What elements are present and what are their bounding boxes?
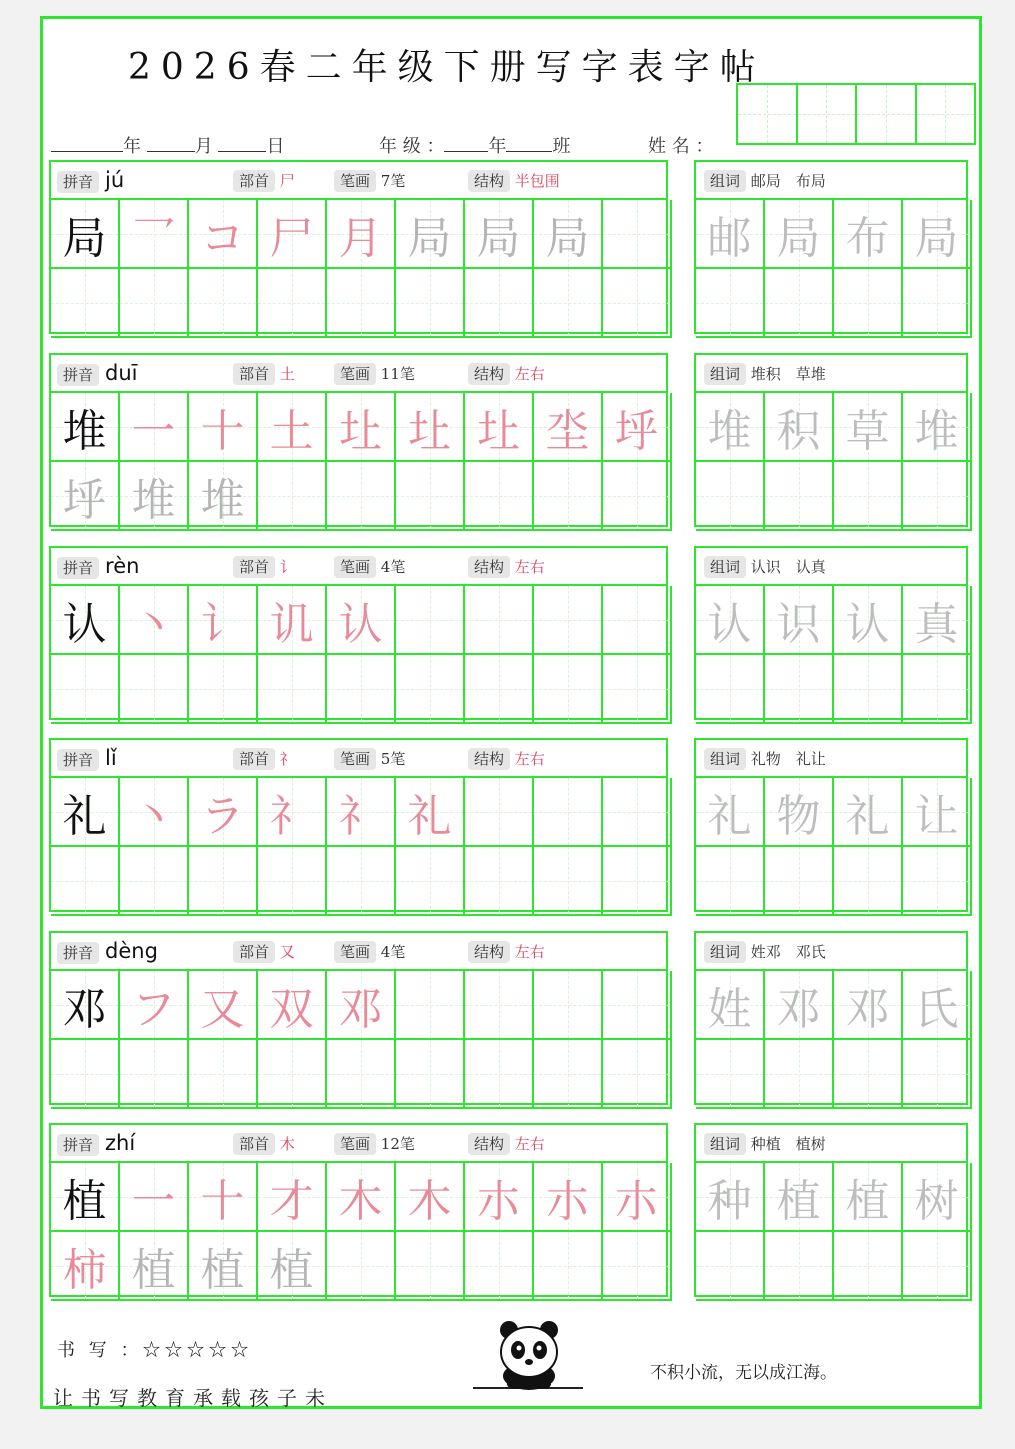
practice-cell[interactable]: 一: [120, 1163, 189, 1232]
practice-cell[interactable]: [534, 778, 603, 847]
words-field: 组词 堆积 草堆: [704, 363, 826, 384]
practice-cell[interactable]: 圵: [465, 393, 534, 462]
practice-cell[interactable]: 木: [327, 1163, 396, 1232]
practice-cell[interactable]: 礻: [258, 778, 327, 847]
word-cell[interactable]: [903, 655, 972, 724]
practice-cell[interactable]: 木: [396, 1163, 465, 1232]
practice-cell[interactable]: [603, 847, 672, 916]
model-char[interactable]: 植: [51, 1163, 120, 1232]
practice-cell[interactable]: 圵: [396, 393, 465, 462]
radical-field: 部首 又: [233, 941, 295, 962]
word-cell[interactable]: 物: [765, 778, 834, 847]
practice-cell[interactable]: 垀: [51, 462, 120, 531]
practice-cell[interactable]: [603, 1232, 672, 1301]
practice-cell[interactable]: [120, 269, 189, 338]
practice-cell[interactable]: [189, 269, 258, 338]
pinyin-field: 拼音 jú: [57, 168, 124, 192]
practice-cell[interactable]: 局: [396, 200, 465, 269]
char-block-3: [49, 738, 668, 912]
word-cell[interactable]: 让: [903, 778, 972, 847]
word-cell[interactable]: 植: [765, 1163, 834, 1232]
practice-cell[interactable]: 柿: [51, 1232, 120, 1301]
word-cell[interactable]: 识: [765, 586, 834, 655]
worksheet-page: [40, 16, 982, 1409]
word-cell[interactable]: 局: [765, 200, 834, 269]
word-cell[interactable]: [834, 1232, 903, 1301]
structure-field: 结构 左右: [468, 556, 545, 577]
word-cell[interactable]: 堆: [696, 393, 765, 462]
word-cell[interactable]: [765, 462, 834, 531]
practice-cell[interactable]: [465, 462, 534, 531]
model-char[interactable]: 堆: [51, 393, 120, 462]
word-cell[interactable]: 姓: [696, 971, 765, 1040]
pinyin-field: 拼音 lǐ: [57, 746, 117, 770]
practice-cell[interactable]: [396, 655, 465, 724]
practice-cell[interactable]: 乛: [120, 200, 189, 269]
practice-cell[interactable]: 丶: [120, 586, 189, 655]
practice-cell[interactable]: [396, 462, 465, 531]
practice-cell[interactable]: [258, 269, 327, 338]
practice-cell[interactable]: [534, 847, 603, 916]
practice-cell[interactable]: [396, 1040, 465, 1109]
practice-cell[interactable]: 礻: [327, 778, 396, 847]
practice-cell[interactable]: [534, 1040, 603, 1109]
practice-cell[interactable]: 植: [258, 1232, 327, 1301]
word-cell[interactable]: 局: [903, 200, 972, 269]
pinyin-field: 拼音 duī: [57, 361, 138, 385]
word-cell[interactable]: [696, 1040, 765, 1109]
practice-cell[interactable]: [465, 655, 534, 724]
practice-cell[interactable]: [189, 847, 258, 916]
word-cell[interactable]: 认: [696, 586, 765, 655]
char-block-5: [49, 1123, 668, 1297]
structure-field: 结构 半包围: [468, 170, 560, 191]
model-char[interactable]: 邓: [51, 971, 120, 1040]
panda-icon: [473, 1316, 583, 1396]
practice-cell[interactable]: 圵: [327, 393, 396, 462]
practice-cell[interactable]: [51, 847, 120, 916]
word-cell[interactable]: 真: [903, 586, 972, 655]
practice-cell[interactable]: [396, 269, 465, 338]
char-block-1: [49, 353, 668, 527]
words-block-3: [694, 738, 968, 912]
word-cell[interactable]: 氏: [903, 971, 972, 1040]
word-cell[interactable]: 礼: [834, 778, 903, 847]
practice-cell[interactable]: [51, 269, 120, 338]
practice-cell[interactable]: 坔: [534, 393, 603, 462]
practice-cell[interactable]: 认: [327, 586, 396, 655]
practice-cell[interactable]: 讥: [258, 586, 327, 655]
word-cell[interactable]: [765, 1232, 834, 1301]
words-field: 组词 礼物 礼让: [704, 748, 826, 769]
word-cell[interactable]: 布: [834, 200, 903, 269]
practice-cell[interactable]: [603, 462, 672, 531]
practice-cell[interactable]: [51, 655, 120, 724]
practice-cell[interactable]: 礼: [396, 778, 465, 847]
practice-cell[interactable]: 土: [258, 393, 327, 462]
practice-cell[interactable]: [534, 1232, 603, 1301]
page-title: 2026春二年级下册写字表字帖: [128, 47, 766, 88]
word-cell[interactable]: 种: [696, 1163, 765, 1232]
radical-field: 部首 讠: [233, 556, 295, 577]
radical-field: 部首 尸: [233, 170, 295, 191]
pinyin-field: 拼音 zhí: [57, 1131, 135, 1155]
practice-cell[interactable]: [327, 269, 396, 338]
pinyin-field: 拼音 rèn: [57, 554, 139, 578]
practice-cell[interactable]: 朩: [465, 1163, 534, 1232]
practice-cell[interactable]: [327, 655, 396, 724]
practice-cell[interactable]: 堆: [120, 462, 189, 531]
structure-field: 结构 左右: [468, 748, 545, 769]
structure-field: 结构 左右: [468, 363, 545, 384]
practice-cell[interactable]: [465, 778, 534, 847]
practice-cell[interactable]: [327, 1040, 396, 1109]
practice-cell[interactable]: コ: [189, 200, 258, 269]
word-cell[interactable]: [834, 269, 903, 338]
word-cell[interactable]: 邓: [765, 971, 834, 1040]
practice-cell[interactable]: [189, 655, 258, 724]
word-cell[interactable]: [696, 847, 765, 916]
words-field: 组词 认识 认真: [704, 556, 826, 577]
practice-cell[interactable]: [465, 269, 534, 338]
practice-cell[interactable]: 讠: [189, 586, 258, 655]
date-field[interactable]: 年 月 日: [51, 132, 284, 158]
words-block-0: [694, 160, 968, 334]
word-cell[interactable]: 植: [834, 1163, 903, 1232]
practice-cell[interactable]: 一: [120, 393, 189, 462]
practice-cell[interactable]: [465, 586, 534, 655]
practice-cell[interactable]: [396, 971, 465, 1040]
word-cell[interactable]: [834, 462, 903, 531]
practice-cell[interactable]: 才: [258, 1163, 327, 1232]
practice-cell[interactable]: 植: [189, 1232, 258, 1301]
practice-cell[interactable]: [396, 1232, 465, 1301]
words-block-5: [694, 1123, 968, 1297]
word-cell[interactable]: 堆: [903, 393, 972, 462]
word-cell[interactable]: [696, 462, 765, 531]
practice-cell[interactable]: 垀: [603, 393, 672, 462]
model-char[interactable]: 局: [51, 200, 120, 269]
practice-cell[interactable]: 邓: [327, 971, 396, 1040]
structure-field: 结构 左右: [468, 1133, 545, 1154]
practice-cell[interactable]: [120, 847, 189, 916]
word-cell[interactable]: 草: [834, 393, 903, 462]
word-cell[interactable]: [765, 655, 834, 724]
words-field: 组词 姓邓 邓氏: [704, 941, 826, 962]
strokes-field: 笔画 5笔: [334, 748, 405, 769]
word-cell[interactable]: [765, 847, 834, 916]
words-block-4: [694, 931, 968, 1105]
strokes-field: 笔画 4笔: [334, 941, 405, 962]
practice-cell[interactable]: [534, 462, 603, 531]
practice-cell[interactable]: [258, 655, 327, 724]
word-cell[interactable]: 树: [903, 1163, 972, 1232]
practice-cell[interactable]: [465, 1232, 534, 1301]
practice-cell[interactable]: [603, 200, 672, 269]
word-cell[interactable]: [903, 1040, 972, 1109]
word-cell[interactable]: [903, 1232, 972, 1301]
words-field: 组词 种植 植树: [704, 1133, 826, 1154]
rating-stars: ☆☆☆☆☆: [142, 1340, 253, 1361]
word-cell[interactable]: [696, 655, 765, 724]
practice-cell[interactable]: 又: [189, 971, 258, 1040]
practice-cell[interactable]: フ: [120, 971, 189, 1040]
name-label: 姓 名 ：: [648, 136, 714, 157]
practice-cell[interactable]: [465, 847, 534, 916]
strokes-field: 笔画 11笔: [334, 363, 415, 384]
practice-cell[interactable]: 丶: [120, 778, 189, 847]
model-char[interactable]: 礼: [51, 778, 120, 847]
practice-cell[interactable]: [327, 462, 396, 531]
practice-cell[interactable]: 局: [465, 200, 534, 269]
strokes-field: 笔画 12笔: [334, 1133, 415, 1154]
practice-cell[interactable]: [603, 778, 672, 847]
practice-cell[interactable]: [603, 971, 672, 1040]
practice-cell[interactable]: [534, 269, 603, 338]
words-field: 组词 邮局 布局: [704, 170, 826, 191]
slogan: 让书写教育承载孩子未: [53, 1386, 333, 1410]
practice-cell[interactable]: [396, 586, 465, 655]
word-cell[interactable]: [765, 1040, 834, 1109]
practice-cell[interactable]: 堆: [189, 462, 258, 531]
practice-cell[interactable]: [603, 269, 672, 338]
char-block-4: [49, 931, 668, 1105]
words-block-1: [694, 353, 968, 527]
word-cell[interactable]: [765, 269, 834, 338]
model-char[interactable]: 认: [51, 586, 120, 655]
word-cell[interactable]: [834, 1040, 903, 1109]
practice-cell[interactable]: [258, 462, 327, 531]
word-cell[interactable]: 礼: [696, 778, 765, 847]
practice-cell[interactable]: 尸: [258, 200, 327, 269]
practice-cell[interactable]: 月: [327, 200, 396, 269]
word-cell[interactable]: [903, 462, 972, 531]
practice-cell[interactable]: 十: [189, 393, 258, 462]
practice-cell[interactable]: 双: [258, 971, 327, 1040]
practice-cell[interactable]: [465, 971, 534, 1040]
word-cell[interactable]: [696, 269, 765, 338]
practice-cell[interactable]: [534, 971, 603, 1040]
practice-cell[interactable]: [534, 586, 603, 655]
practice-cell[interactable]: [465, 1040, 534, 1109]
word-cell[interactable]: [903, 847, 972, 916]
practice-cell[interactable]: [189, 1040, 258, 1109]
pinyin-field: 拼音 dèng: [57, 939, 158, 963]
practice-cell[interactable]: [120, 655, 189, 724]
structure-field: 结构 左右: [468, 941, 545, 962]
radical-field: 部首 礻: [233, 748, 295, 769]
name-boxes[interactable]: [736, 83, 976, 145]
strokes-field: 笔画 7笔: [334, 170, 405, 191]
practice-cell[interactable]: [327, 1232, 396, 1301]
practice-cell[interactable]: ラ: [189, 778, 258, 847]
word-cell[interactable]: [834, 655, 903, 724]
word-cell[interactable]: 认: [834, 586, 903, 655]
practice-cell[interactable]: [51, 1040, 120, 1109]
practice-cell[interactable]: [534, 655, 603, 724]
words-block-2: [694, 546, 968, 720]
writing-rating: 书 写 ：☆☆☆☆☆: [57, 1340, 253, 1361]
practice-cell[interactable]: 局: [534, 200, 603, 269]
practice-cell[interactable]: [258, 1040, 327, 1109]
word-cell[interactable]: 邓: [834, 971, 903, 1040]
word-cell[interactable]: 积: [765, 393, 834, 462]
practice-cell[interactable]: [258, 847, 327, 916]
radical-field: 部首 木: [233, 1133, 295, 1154]
strokes-field: 笔画 4笔: [334, 556, 405, 577]
radical-field: 部首 土: [233, 363, 295, 384]
practice-cell[interactable]: [120, 1040, 189, 1109]
practice-cell[interactable]: [396, 847, 465, 916]
motto-quote: 不积小流，无以成江海。: [650, 1363, 837, 1383]
practice-cell[interactable]: 朩: [534, 1163, 603, 1232]
word-cell[interactable]: [696, 1232, 765, 1301]
word-cell[interactable]: 邮: [696, 200, 765, 269]
grade-field[interactable]: 年 级 ： 年 班: [379, 136, 571, 157]
word-cell[interactable]: [834, 847, 903, 916]
char-block-2: [49, 546, 668, 720]
practice-cell[interactable]: 朩: [603, 1163, 672, 1232]
practice-cell[interactable]: [327, 847, 396, 916]
word-cell[interactable]: [903, 269, 972, 338]
practice-cell[interactable]: 植: [120, 1232, 189, 1301]
practice-cell[interactable]: [603, 655, 672, 724]
practice-cell[interactable]: [603, 1040, 672, 1109]
practice-cell[interactable]: [603, 586, 672, 655]
practice-cell[interactable]: 十: [189, 1163, 258, 1232]
char-block-0: [49, 160, 668, 334]
